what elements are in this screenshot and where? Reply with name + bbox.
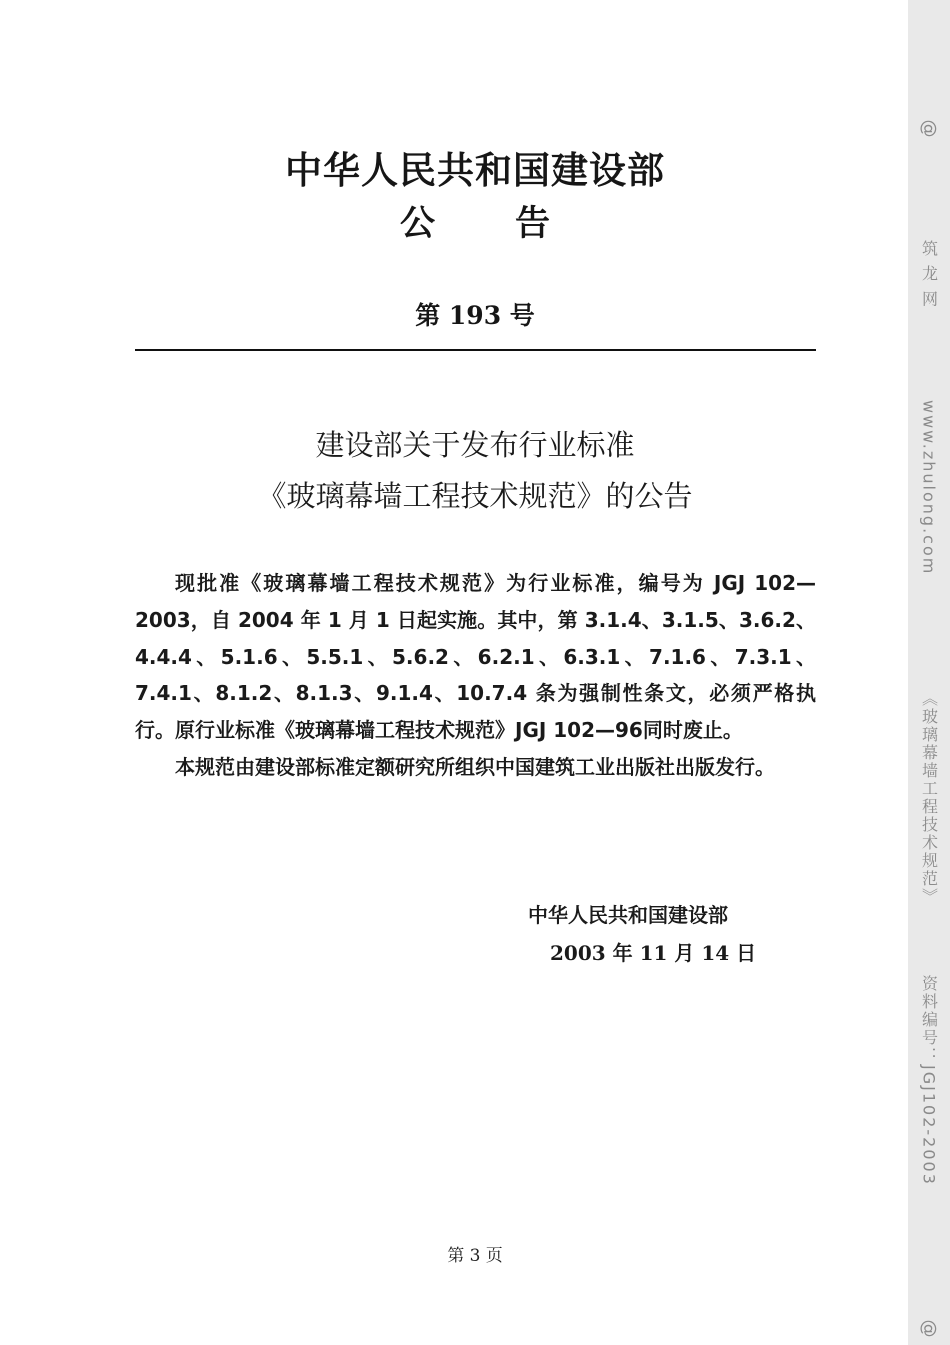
watermark-site-name-wrap: [908, 240, 950, 312]
page-number: 第 3 页: [447, 1246, 503, 1266]
watermark-url: www.zhulong.com: [919, 400, 939, 576]
signature-organization: 中华人民共和国建设部: [528, 903, 728, 927]
body-paragraph-2: 本规范由建设部标准定额研究所组织中国建筑工业出版社出版发行。: [175, 754, 775, 779]
watermark-doc-title-wrap: [908, 690, 950, 910]
watermark-doc-code: 资料编号：JGJ102-2003: [919, 975, 939, 1186]
watermark-doc-title: 《玻璃幕墙工程技术规范》: [919, 690, 939, 906]
body-paragraph-1: 现批准《玻璃幕墙工程技术规范》为行业标准，编号为 JGJ 102—2003，自 2004 年 1 月 1 日起实施。其中，第 3.1.4、3.1.5、3.6.2、4.4.4、5.1.6、5.5.1、5.6.2、6.2.1、6.3.1、7.1.6、7.3.1、7.4.1、8.1.2、8.1.3、9.1.4、10.7.4 条为强制性条文，必须严格执行。原行业标准《玻璃幕墙工程技术规范》JGJ 102—96同时废止。: [135, 571, 816, 743]
watermark-site-name: 筑 龙 网: [919, 240, 939, 309]
subject-line-2: 《玻璃幕墙工程技术规范》的公告: [257, 479, 693, 513]
signature-block: [520, 896, 800, 972]
watermark-doc-code-wrap: [908, 975, 950, 1190]
signature-date: 2003 年 11 月 14 日: [550, 941, 757, 965]
notice-title: 公告: [399, 204, 630, 244]
subject-line-1: 建设部关于发布行业标准: [315, 428, 635, 462]
notice-body: [135, 565, 816, 786]
watermark-at-top: @: [918, 119, 940, 138]
watermark-url-wrap: [908, 400, 950, 579]
watermark-at-bottom: @: [918, 1319, 940, 1338]
issuer-title: 中华人民共和国建设部: [285, 149, 665, 192]
watermark-strip: [908, 0, 950, 1345]
notice-number: 第 193 号: [415, 301, 535, 330]
header-divider: [135, 349, 816, 351]
